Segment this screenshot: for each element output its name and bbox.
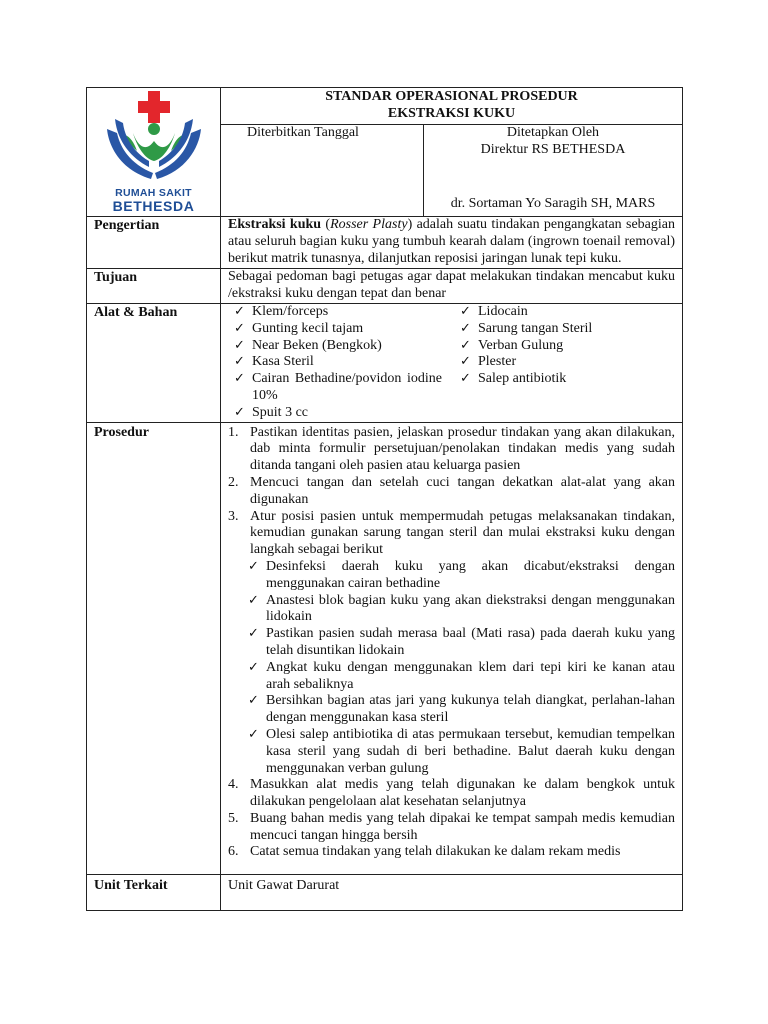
step-number: 5.: [228, 810, 239, 826]
substep-item: ✓ Bersihkan bagian atas jari yang kukunya telah diangkat, perlahan-lahan dengan menggunakan kasa steril: [228, 693, 675, 727]
substep-item: ✓ Olesi salep antibiotika di atas permukaan tersebut, kemudian tempelkan kasa steril yang sudah di beri bethadine. Balut daerah kuku dengan menggunakan verban gulung: [228, 727, 675, 777]
procedure-step: [228, 844, 675, 861]
substep-item: ✓ Pastikan pasien sudah merasa baal (Mati rasa) pada daerah kuku yang telah disuntikan lidokain: [228, 626, 675, 660]
alat-item: ✓ Spuit 3 cc: [228, 405, 442, 422]
alat-item: ✓ Kasa Steril: [228, 354, 442, 371]
label-pengertian: Pengertian: [87, 217, 221, 269]
procedure-step: [228, 475, 675, 509]
procedure-step: [228, 425, 675, 475]
substep-item: ✓ Angkat kuku dengan menggunakan klem dari tepi kiri ke kanan atau arah sebaliknya: [228, 660, 675, 694]
procedure-step: [228, 509, 675, 778]
alat-item: ✓ Cairan Bethadine/povidon iodine 10%: [228, 371, 442, 405]
unit-terkait-text: Unit Gawat Darurat: [221, 875, 683, 911]
step-number: 1.: [228, 424, 239, 440]
procedure-title: EKSTRAKSI KUKU: [387, 105, 516, 121]
procedure-step: [228, 811, 675, 845]
alat-item: ✓ Lidocain: [454, 304, 592, 321]
step-text: Mencuci tangan dan setelah cuci tangan dekatkan alat-alat yang akan digunakan: [250, 474, 675, 507]
procedure-steps: [228, 425, 675, 862]
step-text: Pastikan identitas pasien, jelaskan prosedur tindakan yang akan dilakukan, dab minta formulir persetujuan/penolakan tindakan medis yang sudah ditanda tangani oleh pasien atau keluarga pasien: [250, 424, 675, 474]
set-by-role: Direktur RS BETHESDA: [480, 141, 626, 157]
label-alat-bahan: Alat & Bahan: [87, 303, 221, 422]
substep-item: ✓ Desinfeksi daerah kuku yang akan dicabut/ekstraksi dengan menggunakan cairan bethadine: [228, 559, 675, 593]
procedure-step: [228, 777, 675, 811]
alat-item: ✓ Salep antibiotik: [454, 371, 592, 388]
alat-bahan-cell: [221, 303, 683, 422]
substep-item: ✓ Anastesi blok bagian kuku yang akan diekstraksi dengan menggunakan lidokain: [228, 593, 675, 627]
step-text: Buang bahan medis yang telah dipakai ke tempat sampah medis kemudian mencuci tangan hingga bersih: [250, 810, 675, 843]
label-tujuan: Tujuan: [87, 269, 221, 304]
step-number: 6.: [228, 844, 239, 860]
document-title: STANDAR OPERASIONAL PROSEDUR: [325, 89, 578, 104]
alat-item: ✓ Plester: [454, 354, 592, 371]
logo-emblem-icon: [87, 89, 221, 185]
issued-cell: [221, 125, 424, 217]
signatory-name: dr. Sortaman Yo Saragih SH, MARS: [450, 196, 656, 212]
pengertian-term: Ekstraksi kuku: [228, 217, 322, 232]
step-text: Atur posisi pasien untuk mempermudah petugas melaksanakan tindakan, kemudian gunakan sarung tangan steril dan mulai ekstraksi kuku dengan langkah sebagai berikut: [250, 508, 675, 558]
title-cell: [221, 88, 683, 125]
substep-list: [228, 559, 675, 777]
label-unit-terkait: Unit Terkait: [87, 875, 221, 911]
pengertian-latin: Rosser Plasty: [330, 217, 408, 232]
alat-item: ✓ Sarung tangan Steril: [454, 321, 592, 338]
prosedur-cell: [221, 422, 683, 875]
issued-date-label: Diterbitkan Tanggal: [247, 125, 359, 140]
alat-item: ✓ Near Beken (Bengkok): [228, 338, 442, 355]
tujuan-text: Sebagai pedoman bagi petugas agar dapat melakukan tindakan mencabut kuku /ekstraksi kuku dengan tepat dan benar: [221, 269, 683, 304]
alat-item: ✓ Klem/forceps: [228, 304, 442, 321]
pengertian-body: adalah suatu tindakan pengangkatan sebagian atau seluruh bagian kuku yang tumbuh kearah dalam (ingrown toenail removal) berikut matrik tunasnya, dilanjutkan reposisi jaringan lunak tepi kuku.: [228, 217, 675, 266]
pengertian-text: Ekstraksi kuku (Rosser Plasty) adalah suatu tindakan pengangkatan sebagian atau seluruh bagian kuku yang tumbuh kearah dalam (ingrown toenail removal) berikut matrik tunasnya, dilanjutkan reposisi jaringan lunak tepi kuku.: [221, 217, 683, 269]
logo-text-line2: BETHESDA: [112, 197, 195, 214]
alat-item: ✓ Verban Gulung: [454, 338, 592, 355]
step-text: Catat semua tindakan yang telah dilakukan ke dalam rekam medis: [250, 844, 621, 860]
step-number: 4.: [228, 777, 239, 793]
approval-cell: [424, 125, 683, 217]
logo-text-line1: RUMAH SAKIT: [115, 186, 192, 199]
hospital-logo: [87, 89, 220, 216]
step-text: Masukkan alat medis yang telah digunakan ke dalam bengkok untuk dilakukan pengelolaan alat kesehatan selanjutnya: [250, 777, 675, 810]
set-by-label: Ditetapkan Oleh: [506, 125, 600, 140]
logo-cell: [87, 88, 221, 217]
alat-item: ✓ Gunting kecil tajam: [228, 321, 442, 338]
step-number: 2.: [228, 474, 239, 490]
sop-table: [86, 87, 683, 911]
label-prosedur: Prosedur: [87, 422, 221, 875]
alat-list-right: [454, 304, 592, 422]
step-number: 3.: [228, 508, 239, 524]
alat-list-left: [228, 304, 442, 422]
